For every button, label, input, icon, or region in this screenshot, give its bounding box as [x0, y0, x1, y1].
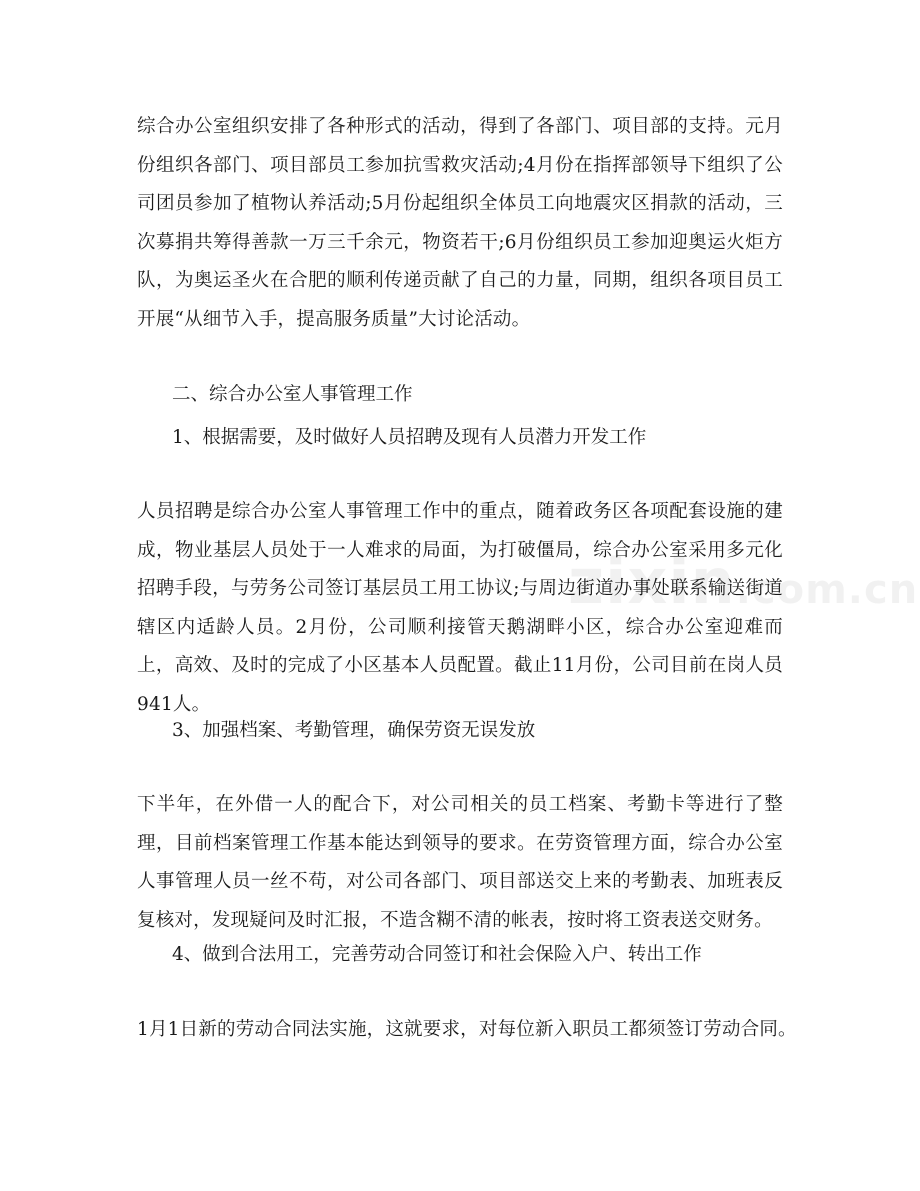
- site-watermark: zixin.com.cn: [568, 545, 919, 618]
- subheading-archives: 3、加强档案、考勤管理，确保劳资无误发放: [172, 720, 536, 741]
- paragraph-labor-law: 1月1日新的劳动合同法实施，这就要求，对每位新入职员工都须签订劳动合同。: [137, 1019, 797, 1040]
- subheading-recruitment: 1、根据需要，及时做好人员招聘及现有人员潜力开发工作: [172, 427, 647, 448]
- paragraph-recruitment: 人员招聘是综合办公室人事管理工作中的重点，随着政务区各项配套设施的建成，物业基层人员处于一人难求的局面，为打破僵局，综合办公室采用多元化招聘手段，与劳务公司签订基层员工用工协议;与周边街道办事处联系输送街道辖区内适龄人员。2月份，公司顺利接管天鹅湖畔小区，综合办公室迎难而上，高效、及时的完成了小区基本人员配置。截止11月份，公司目前在岗人员941人。: [137, 501, 783, 715]
- paragraph-activities: 综合办公室组织安排了各种形式的活动，得到了各部门、项目部的支持。元月份组织各部门、项目部员工参加抗雪救灾活动;4月份在指挥部领导下组织了公司团员参加了植物认养活动;5月份起组织全体员工向地震灾区捐款的活动，三次募捐共筹得善款一万三千余元，物资若干;6月份组织员工参加迎奥运火炬方队，为奥运圣火在合肥的顺利传递贡献了自己的力量，同期，组织各项目员工开展“从细节入手，提高服务质量”大讨论活动。: [137, 116, 783, 330]
- section-heading-personnel: 二、综合办公室人事管理工作: [172, 384, 413, 405]
- paragraph-archives: 下半年，在外借一人的配合下，对公司相关的员工档案、考勤卡等进行了整理，目前档案管理工作基本能达到领导的要求。在劳资管理方面，综合办公室人事管理人员一丝不苟，对公司各部门、项目部送交上来的考勤表、加班表反复核对，发现疑问及时汇报，不造含糊不清的帐表，按时将工资表送交财务。: [137, 794, 783, 931]
- subheading-labor-contracts: 4、做到合法用工，完善劳动合同签订和社会保险入户、转出工作: [172, 944, 702, 965]
